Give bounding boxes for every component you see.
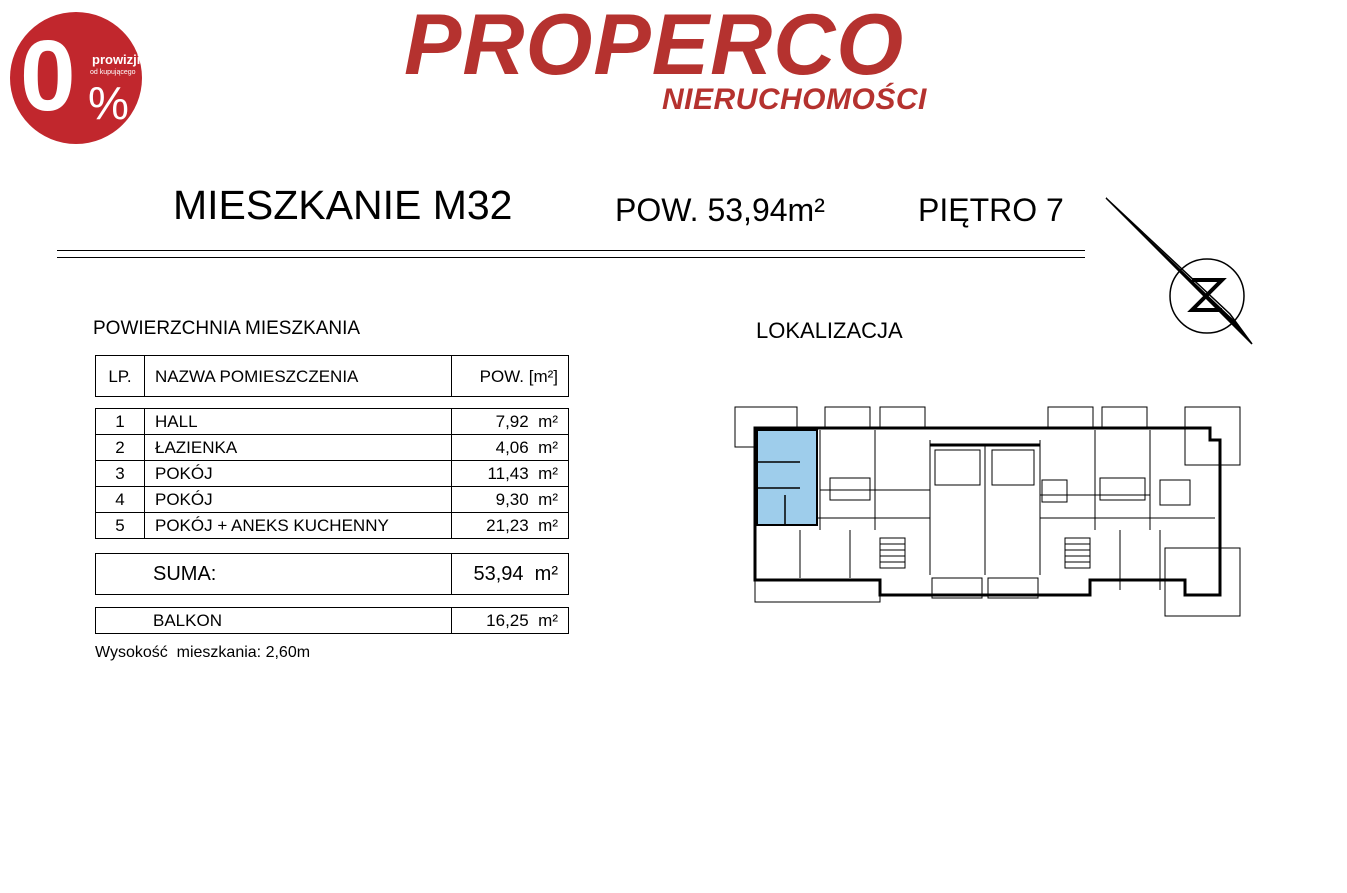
table-row (96, 513, 569, 539)
sum-table (95, 553, 569, 595)
apartment-floor: PIĘTRO 7 (918, 192, 1064, 228)
balcony-value: 16,25 m² (452, 608, 569, 634)
apartment-area: POW. 53,94m² (615, 192, 825, 228)
row-no: 5 (96, 513, 145, 539)
north-arrow-icon (1100, 192, 1260, 352)
row-no: 3 (96, 461, 145, 487)
badge-line2: od kupującego (90, 69, 136, 76)
sum-value: 53,94 m² (452, 554, 569, 595)
zero-commission-badge (10, 12, 142, 144)
row-no: 4 (96, 487, 145, 513)
col-area: POW. [m²] (452, 356, 569, 397)
header-rule-top (57, 250, 1085, 251)
row-area: 4,06 m² (452, 435, 569, 461)
table-row (96, 461, 569, 487)
row-name: POKÓJ + ANEKS KUCHENNY (145, 513, 452, 539)
area-table (95, 408, 569, 539)
row-no: 1 (96, 409, 145, 435)
area-table-header (95, 355, 569, 397)
table-row (96, 435, 569, 461)
table-row (96, 487, 569, 513)
logo-sub: NIERUCHOMOŚCI (662, 83, 927, 116)
area-section-title: POWIERZCHNIA MIESZKANIA (93, 318, 361, 339)
row-area: 11,43 m² (452, 461, 569, 487)
row-area: 9,30 m² (452, 487, 569, 513)
col-no: LP. (96, 356, 145, 397)
row-name: HALL (145, 409, 452, 435)
col-name: NAZWA POMIESZCZENIA (145, 356, 452, 397)
badge-zero: 0 (20, 20, 72, 132)
row-no: 2 (96, 435, 145, 461)
apartment-title: MIESZKANIE M32 (173, 182, 513, 228)
header-rule-bottom (57, 257, 1085, 258)
table-row (96, 409, 569, 435)
badge-percent: % (88, 77, 129, 129)
row-area: 21,23 m² (452, 513, 569, 539)
location-title: LOKALIZACJA (756, 318, 903, 343)
height-note: Wysokość mieszkania: 2,60m (95, 644, 311, 661)
logo-main: PROPERCO (404, 0, 905, 93)
balcony-label: BALKON (96, 608, 452, 634)
row-name: ŁAZIENKA (145, 435, 452, 461)
row-name: POKÓJ (145, 461, 452, 487)
row-area: 7,92 m² (452, 409, 569, 435)
floor-plan-diagram (730, 400, 1245, 625)
row-name: POKÓJ (145, 487, 452, 513)
badge-line1: prowizji (92, 52, 141, 67)
balcony-table (95, 607, 569, 634)
sum-label: SUMA: (96, 554, 452, 595)
